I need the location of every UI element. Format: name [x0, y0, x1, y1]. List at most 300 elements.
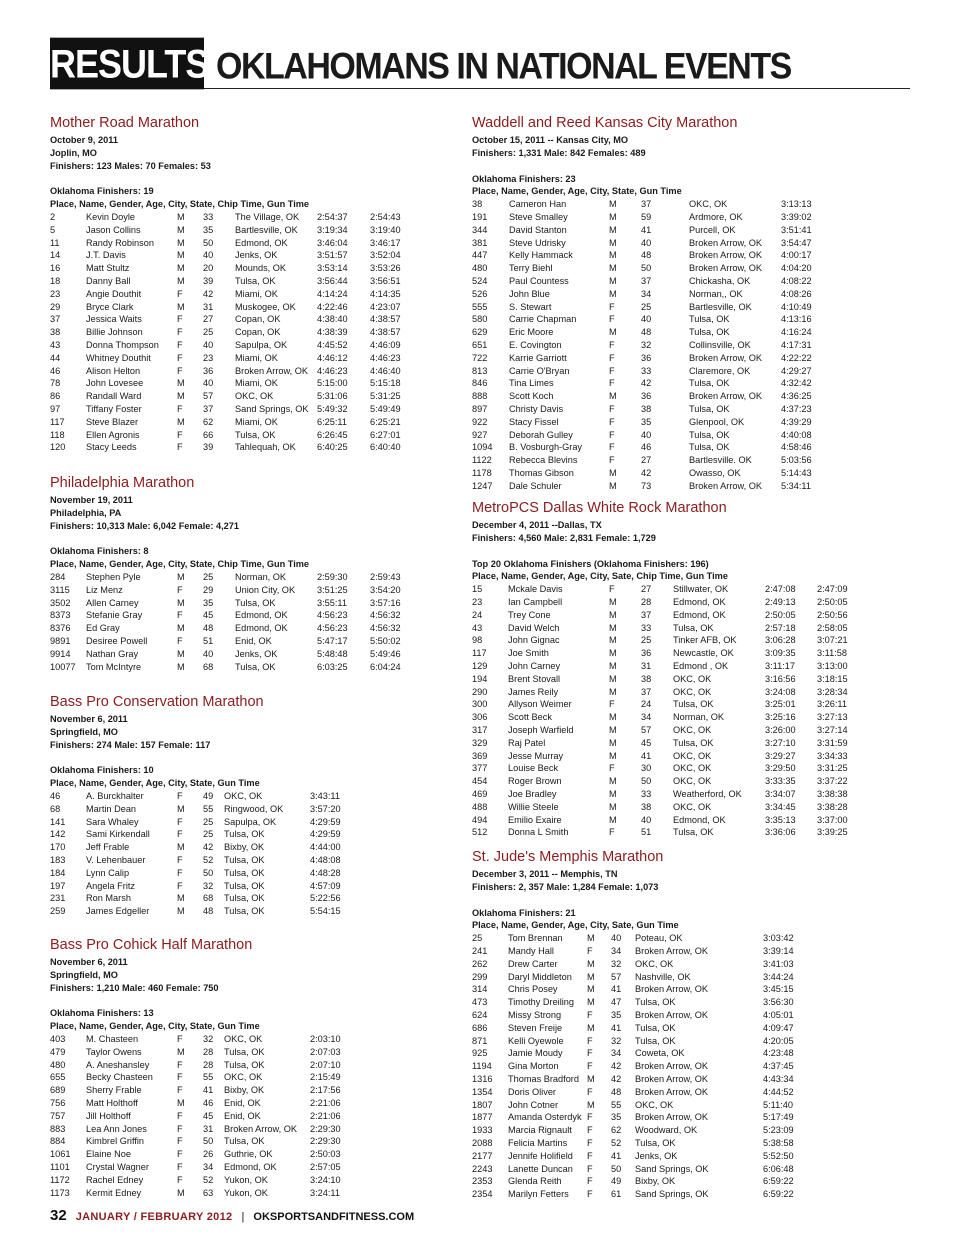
age-cell: 27 [641, 584, 652, 595]
name-cell: V. Lehenbauer [86, 854, 146, 865]
time-cell: 3:06:28 [765, 635, 796, 646]
time-cell: 2:03:10 [310, 1033, 341, 1044]
city-cell: Broken Arrow, OK [635, 1073, 709, 1084]
table-row [472, 467, 912, 480]
gender-cell: F [609, 455, 615, 466]
gender-cell: M [177, 893, 185, 904]
age-cell: 42 [611, 1061, 622, 1072]
age-cell: 24 [641, 699, 652, 710]
table-row [50, 867, 460, 880]
name-cell: John Gignac [508, 635, 560, 646]
table-row [472, 932, 912, 945]
gender-cell: F [177, 635, 183, 646]
place-cell: 580 [472, 314, 488, 325]
table-row [50, 262, 460, 275]
gender-cell: F [177, 1110, 183, 1121]
name-cell: Jill Holthoff [86, 1110, 131, 1121]
table-row [472, 454, 912, 467]
age-cell: 51 [641, 827, 652, 838]
name-cell: Martin Dean [86, 803, 137, 814]
place-cell: 655 [50, 1072, 66, 1083]
table-row [472, 647, 912, 660]
city-cell: Yukon, OK [224, 1174, 268, 1185]
age-cell: 35 [641, 416, 652, 427]
gender-cell: F [609, 827, 615, 838]
gender-cell: F [609, 584, 615, 595]
time-cell: 4:57:09 [310, 880, 341, 891]
place-cell: 16 [50, 263, 61, 274]
time-cell: 5:47:17 [317, 635, 348, 646]
name-cell: M. Chasteen [86, 1033, 139, 1044]
city-cell: Sand Springs, OK [635, 1163, 709, 1174]
city-cell: Stillwater, OK [673, 584, 729, 595]
table-row [472, 596, 912, 609]
age-cell: 49 [611, 1176, 622, 1187]
city-cell: Tulsa, OK [224, 854, 265, 865]
name-cell: Kermit Edney [86, 1187, 142, 1198]
gender-cell: F [177, 610, 183, 621]
city-cell: Miami, OK [235, 352, 278, 363]
gender-cell: M [177, 378, 185, 389]
time-cell: 4:08:22 [781, 275, 812, 286]
gun-time-cell: 4:46:40 [370, 365, 401, 376]
gender-cell: F [609, 314, 615, 325]
table-row [472, 673, 912, 686]
place-cell: 23 [472, 596, 483, 607]
gun-time-cell: 4:38:57 [370, 327, 401, 338]
table-row [472, 211, 912, 224]
gun-time-cell: 2:59:43 [370, 571, 401, 582]
place-cell: 888 [472, 391, 488, 402]
gender-cell: M [609, 467, 617, 478]
name-cell: Paul Countess [509, 275, 569, 286]
place-cell: 170 [50, 842, 66, 853]
table-row [472, 301, 912, 314]
city-cell: Ardmore, OK [689, 211, 743, 222]
age-cell: 34 [611, 945, 622, 956]
age-cell: 39 [203, 275, 214, 286]
time-cell: 2:57:05 [310, 1161, 341, 1172]
table-row [472, 313, 912, 326]
place-cell: 300 [472, 699, 488, 710]
spacer [472, 894, 912, 907]
gender-cell: M [609, 737, 617, 748]
city-cell: Tulsa, OK [235, 275, 276, 286]
time-cell: 5:03:56 [781, 455, 812, 466]
age-cell: 68 [203, 661, 214, 672]
gender-cell: F [177, 1136, 183, 1147]
gender-cell: F [177, 1149, 183, 1160]
gun-time-cell: 4:14:35 [370, 288, 401, 299]
table-row [472, 814, 912, 827]
place-cell: 3502 [50, 597, 71, 608]
time-cell: 4:16:24 [781, 327, 812, 338]
gender-cell: F [177, 790, 183, 801]
age-cell: 36 [641, 391, 652, 402]
results-badge: RESULTS [50, 38, 204, 90]
age-cell: 61 [611, 1189, 622, 1200]
table-row [472, 429, 912, 442]
time-cell: 3:25:16 [765, 712, 796, 723]
time-cell: 4:56:23 [317, 623, 348, 634]
time-cell: 3:26:00 [765, 724, 796, 735]
time-cell: 2:29:30 [310, 1136, 341, 1147]
name-cell: Liz Menz [86, 584, 123, 595]
time-cell: 3:51:25 [317, 584, 348, 595]
spacer [50, 532, 460, 545]
city-cell: Norman,, OK [689, 288, 743, 299]
city-cell: Broken Arrow, OK [689, 263, 763, 274]
event-meta-line: Finishers: 1,210 Male: 460 Female: 750 [50, 982, 219, 993]
city-cell: Tulsa, OK [635, 1137, 676, 1148]
place-cell: 2088 [472, 1137, 493, 1148]
age-cell: 50 [203, 867, 214, 878]
time-cell: 2:21:06 [310, 1110, 341, 1121]
gun-time-cell: 6:40:40 [370, 442, 401, 453]
place-cell: 120 [50, 442, 66, 453]
name-cell: Nathan Gray [86, 648, 139, 659]
table-row [472, 996, 912, 1009]
place-cell: 191 [472, 211, 488, 222]
city-cell: Tulsa, OK [673, 827, 714, 838]
gun-time-cell: 2:58:05 [817, 622, 848, 633]
age-cell: 35 [203, 597, 214, 608]
gender-cell: F [609, 442, 615, 453]
name-cell: A. Aneshansley [86, 1059, 150, 1070]
name-cell: Cameron Han [509, 199, 567, 210]
age-cell: 37 [641, 199, 652, 210]
time-cell: 5:31:06 [317, 391, 348, 402]
table-row [472, 1124, 912, 1137]
city-cell: Jenks, OK [235, 648, 278, 659]
gun-time-cell: 5:49:46 [370, 648, 401, 659]
table-row [472, 1073, 912, 1086]
name-cell: Kimbrel Griffin [86, 1136, 145, 1147]
gun-time-cell: 5:49:49 [370, 403, 401, 414]
time-cell: 3:41:03 [763, 958, 794, 969]
event-title: Mother Road Marathon [50, 115, 200, 131]
table-row [50, 584, 460, 597]
time-cell: 5:11:40 [763, 1099, 793, 1110]
table-row [472, 275, 912, 288]
gun-time-cell: 2:50:56 [817, 609, 848, 620]
city-cell: Bartlesville. OK [689, 455, 752, 466]
time-cell: 4:44:52 [763, 1086, 794, 1097]
gender-cell: F [177, 584, 183, 595]
name-cell: Missy Strong [508, 1009, 562, 1020]
place-cell: 3115 [50, 584, 70, 595]
gender-cell: M [609, 480, 617, 491]
table-row [50, 365, 460, 378]
time-cell: 6:59:22 [763, 1189, 794, 1200]
table-row [50, 237, 460, 250]
name-cell: Stephen Pyle [86, 571, 141, 582]
gun-time-cell: 5:50:02 [370, 635, 401, 646]
city-cell: Weatherford, OK [673, 788, 742, 799]
city-cell: Norman, OK [673, 712, 725, 723]
time-cell: 5:23:09 [763, 1125, 794, 1136]
table-row [50, 854, 460, 867]
gender-cell: F [609, 416, 615, 427]
gender-cell: M [587, 1099, 595, 1110]
gender-cell: M [587, 984, 595, 995]
city-cell: OKC, OK [224, 1072, 263, 1083]
time-cell: 3:19:34 [317, 224, 348, 235]
city-cell: Broken Arrow, OK [635, 1009, 709, 1020]
city-cell: Tulsa, OK [689, 442, 730, 453]
place-cell: 454 [472, 776, 488, 787]
age-cell: 33 [203, 211, 214, 222]
city-cell: Guthrie, OK [224, 1149, 273, 1160]
age-cell: 48 [641, 250, 652, 261]
age-cell: 31 [203, 301, 214, 312]
city-cell: Muskogee, OK [235, 301, 296, 312]
gender-cell: M [177, 648, 185, 659]
event-title: Bass Pro Conservation Marathon [50, 694, 264, 710]
place-cell: 197 [50, 880, 66, 891]
gender-cell: M [609, 801, 617, 812]
city-cell: OKC, OK [224, 790, 263, 801]
city-cell: Enid, OK [235, 635, 272, 646]
name-cell: Stacy Fissel [509, 416, 559, 427]
time-cell: 5:22:56 [310, 893, 341, 904]
event-title: MetroPCS Dallas White Rock Marathon [472, 500, 727, 516]
age-cell: 41 [203, 1085, 214, 1096]
age-cell: 40 [641, 814, 652, 825]
place-cell: 526 [472, 288, 488, 299]
city-cell: Glenpool, OK [689, 416, 745, 427]
age-cell: 68 [203, 893, 214, 904]
age-cell: 41 [611, 1022, 622, 1033]
place-cell: 686 [472, 1022, 488, 1033]
time-cell: 3:13:13 [781, 199, 812, 210]
city-cell: Tulsa, OK [635, 1035, 676, 1046]
name-cell: Stacy Leeds [86, 442, 137, 453]
table-row [472, 1047, 912, 1060]
table-row [50, 377, 460, 390]
age-cell: 35 [611, 1112, 622, 1123]
gender-cell: F [609, 699, 615, 710]
age-cell: 50 [203, 237, 214, 248]
time-cell: 2:21:06 [310, 1097, 341, 1108]
place-cell: 299 [472, 971, 488, 982]
gender-cell: F [609, 301, 615, 312]
event-meta-line: Finishers: 1,331 Male: 842 Females: 489 [472, 147, 646, 158]
age-cell: 34 [611, 1048, 622, 1059]
gun-time-cell: 3:18:15 [817, 673, 848, 684]
gender-cell: F [587, 1035, 593, 1046]
age-cell: 59 [641, 211, 652, 222]
time-cell: 4:29:27 [781, 365, 812, 376]
age-cell: 41 [611, 1150, 622, 1161]
name-cell: Tom McIntyre [86, 661, 142, 672]
age-cell: 52 [203, 854, 214, 865]
name-cell: Bryce Clark [86, 301, 134, 312]
name-cell: Gina Morton [508, 1061, 559, 1072]
name-cell: Jesse Murray [508, 750, 564, 761]
oklahoma-finishers-count: Oklahoma Finishers: 23 [472, 173, 576, 184]
name-cell: Steven Freije [508, 1022, 563, 1033]
time-cell: 4:08:26 [781, 288, 812, 299]
event-section [50, 115, 460, 454]
gender-cell: F [587, 945, 593, 956]
gun-time-cell: 4:46:23 [370, 352, 401, 363]
table-row [50, 352, 460, 365]
age-cell: 47 [611, 997, 622, 1008]
name-cell: Lanette Duncan [508, 1163, 573, 1174]
place-cell: 14 [50, 250, 61, 261]
gender-cell: M [609, 288, 617, 299]
time-cell: 4:36:25 [781, 391, 812, 402]
place-cell: 43 [50, 339, 61, 350]
time-cell: 2:49:13 [765, 596, 796, 607]
age-cell: 66 [203, 429, 214, 440]
gender-cell: M [609, 609, 617, 620]
gun-time-cell: 6:04:24 [370, 661, 401, 672]
place-cell: 15 [472, 584, 483, 595]
city-cell: Tulsa, OK [224, 893, 265, 904]
place-cell: 1178 [472, 467, 492, 478]
city-cell: Edmond, OK [224, 1161, 277, 1172]
website-link[interactable]: OKSPORTSANDFITNESS.COM [253, 1211, 415, 1223]
place-cell: 381 [472, 237, 488, 248]
name-cell: Tom Brennan [508, 933, 563, 944]
age-cell: 55 [203, 803, 214, 814]
time-cell: 3:54:47 [781, 237, 812, 248]
time-cell: 3:34:07 [765, 788, 796, 799]
place-cell: 38 [50, 327, 61, 338]
table-row [50, 301, 460, 314]
gun-time-cell: 6:25:21 [370, 416, 401, 427]
name-cell: Kelli Oyewole [508, 1035, 564, 1046]
age-cell: 41 [641, 750, 652, 761]
age-cell: 38 [641, 403, 652, 414]
gender-cell: F [587, 1176, 593, 1187]
city-cell: Coweta, OK [635, 1048, 685, 1059]
gender-cell: M [177, 416, 185, 427]
age-cell: 62 [203, 416, 214, 427]
gender-cell: M [177, 597, 185, 608]
table-row [50, 635, 460, 648]
age-cell: 42 [611, 1073, 622, 1084]
place-cell: 10077 [50, 661, 76, 672]
city-cell: Tulsa, OK [673, 737, 714, 748]
name-cell: Lynn Calip [86, 867, 130, 878]
city-cell: Newcastle, OK [673, 648, 734, 659]
time-cell: 4:10:49 [781, 301, 812, 312]
age-cell: 35 [611, 1009, 622, 1020]
table-row [472, 609, 912, 622]
event-meta-line: December 4, 2011 --Dallas, TX [472, 520, 602, 530]
name-cell: David Stanton [509, 224, 567, 235]
name-cell: Ron Marsh [86, 893, 131, 904]
table-row [50, 288, 460, 301]
gender-cell: M [587, 958, 595, 969]
name-cell: Carrie Chapman [509, 314, 577, 325]
city-cell: Miami, OK [235, 288, 278, 299]
gun-time-cell: 4:38:57 [370, 314, 401, 325]
age-cell: 27 [203, 314, 214, 325]
gender-cell: F [177, 403, 183, 414]
name-cell: Willie Steele [508, 801, 559, 812]
time-cell: 5:49:32 [317, 403, 348, 414]
time-cell: 5:34:11 [781, 480, 811, 491]
time-cell: 3:39:02 [781, 211, 812, 222]
event-section [472, 500, 912, 839]
city-cell: Nashville, OK [635, 971, 691, 982]
event-meta-line: Springfield, MO [50, 969, 118, 980]
name-cell: E. Covington [509, 339, 562, 350]
table-row [50, 597, 460, 610]
place-cell: 44 [50, 352, 61, 363]
table-row [472, 1150, 912, 1163]
city-cell: Sapulpa, OK [224, 816, 277, 827]
gun-time-cell: 3:38:28 [817, 801, 848, 812]
gender-cell: M [609, 724, 617, 735]
place-cell: 194 [472, 673, 488, 684]
city-cell: OKC, OK [224, 1033, 263, 1044]
age-cell: 40 [203, 339, 214, 350]
place-cell: 480 [472, 263, 488, 274]
gun-time-cell: 3:37:00 [817, 814, 848, 825]
table-row [50, 1046, 460, 1059]
time-cell: 4:37:23 [781, 403, 812, 414]
name-cell: Daryl Middleton [508, 971, 572, 982]
table-row [50, 1084, 460, 1097]
age-cell: 55 [203, 1072, 214, 1083]
gun-time-cell: 3:19:40 [370, 224, 401, 235]
city-cell: Broken Arrow, OK [235, 365, 309, 376]
time-cell: 2:29:30 [310, 1123, 341, 1134]
city-cell: OKC, OK [673, 763, 712, 774]
name-cell: Rachel Edney [86, 1174, 144, 1185]
place-cell: 314 [472, 984, 488, 995]
city-cell: Tulsa, OK [235, 429, 276, 440]
place-cell: 1933 [472, 1125, 493, 1136]
gun-time-cell: 3:26:11 [817, 699, 847, 710]
time-cell: 5:38:58 [763, 1137, 794, 1148]
table-row [472, 583, 912, 596]
name-cell: Ellen Agronis [86, 429, 140, 440]
table-row [472, 1163, 912, 1176]
age-cell: 32 [203, 880, 214, 891]
gun-time-cell: 2:54:43 [370, 211, 401, 222]
gender-cell: M [177, 571, 185, 582]
gun-time-cell: 3:39:25 [817, 827, 848, 838]
name-cell: Roger Brown [508, 776, 562, 787]
age-cell: 36 [641, 352, 652, 363]
place-cell: 117 [50, 416, 65, 427]
name-cell: Marilyn Fetters [508, 1189, 569, 1200]
name-cell: Christy Davis [509, 403, 564, 414]
gender-cell: F [177, 816, 183, 827]
age-cell: 40 [641, 314, 652, 325]
gender-cell: F [587, 1086, 593, 1097]
column-headers: Place, Name, Gender, Age, City, Sate, Chip Time, Gun Time [472, 571, 728, 582]
table-row [50, 1135, 460, 1148]
city-cell: Tulsa, OK [689, 327, 730, 338]
name-cell: John Blue [509, 288, 550, 299]
age-cell: 42 [203, 288, 214, 299]
gun-time-cell: 3:27:13 [817, 712, 848, 723]
city-cell: Enid, OK [224, 1097, 261, 1108]
time-cell: 6:59:22 [763, 1176, 794, 1187]
time-cell: 4:22:46 [317, 301, 348, 312]
gun-time-cell: 3:46:17 [370, 237, 401, 248]
time-cell: 6:06:48 [763, 1163, 794, 1174]
city-cell: Sapulpa, OK [235, 339, 288, 350]
place-cell: 43 [472, 622, 483, 633]
